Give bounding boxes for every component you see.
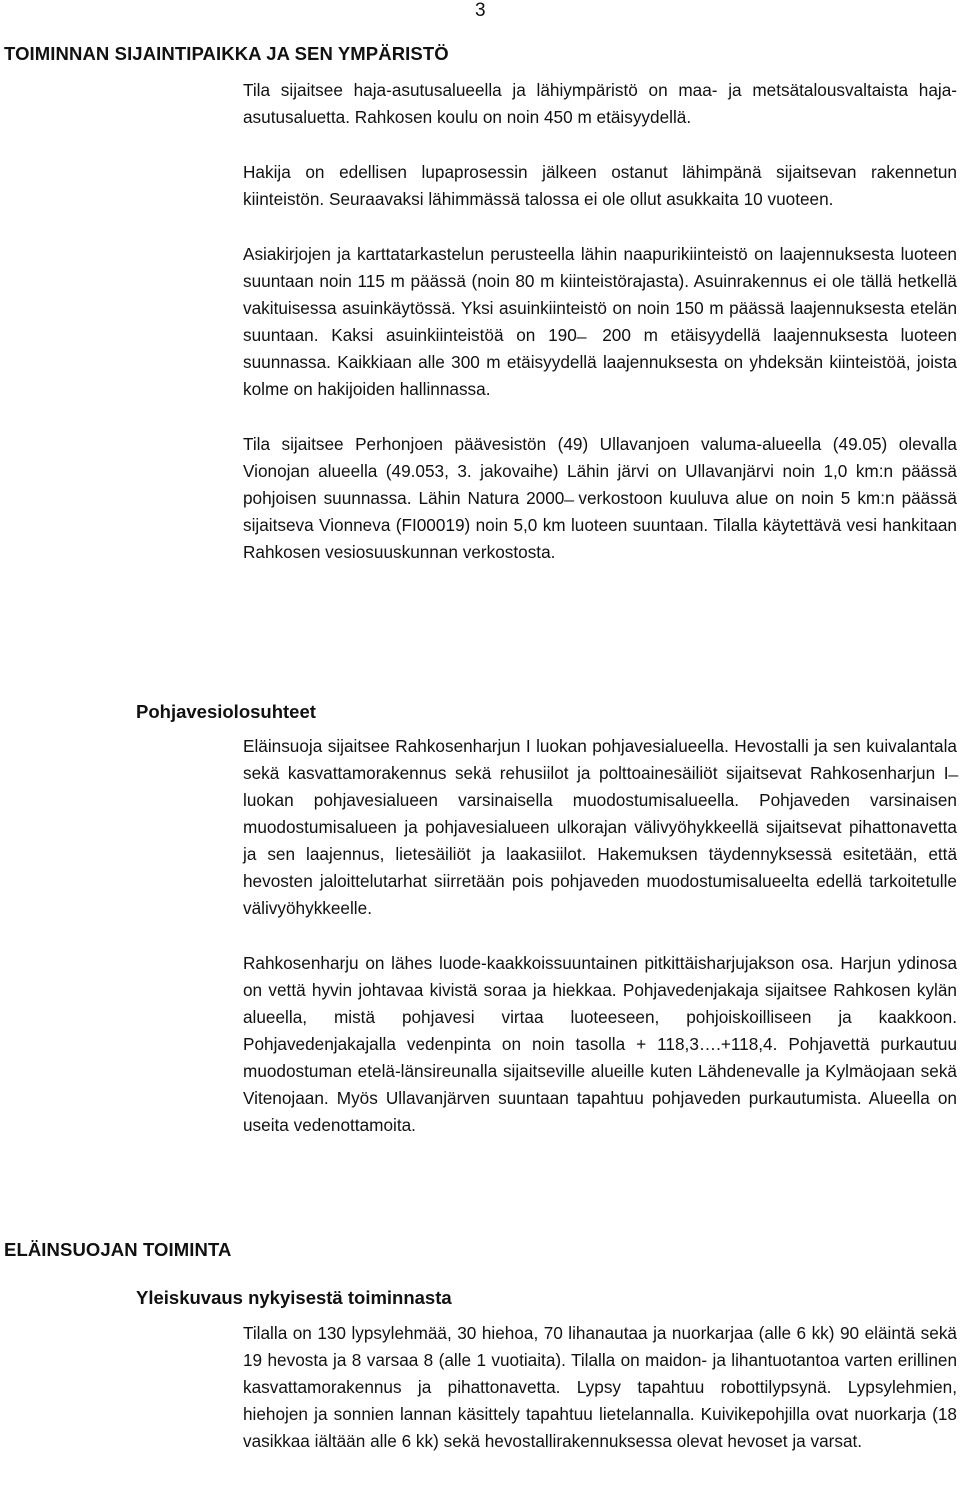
section-heading-operations: ELÄINSUOJAN TOIMINTA (4, 1239, 232, 1260)
paragraph: Rahkosenharju on lähes luode-kaakkoissuuntainen pitkittäisharjujakson osa. Harjun ydinosa on vettä hyvin johtavaa kivistä soraa ja hiekkaa. Pohjavedenjakaja sijaitsee Rahkosen kylän alueella, mistä pohjavesi virtaa luoteeseen, pohjoiskoilliseen ja kaakkoon. Pohjavedenjakajalla vedenpinta on noin tasolla + 118,3….+118,4. Pohjavettä purkautuu muodostuman etelä-länsireunalla sijaitseville alueille kuten Lähdenevalle ja Kylmäojaan sekä Vitenojaan. Myös Ullavanjärven suuntaan tapahtuu pohjaveden purkautumista. Alueella on useita vedenottamoita. (243, 953, 957, 1135)
paragraph: Asiakirjojen ja karttatarkastelun perusteella lähin naapurikiinteistö on laajennuksesta luoteen suuntaan noin 115 m päässä (noin 80 m kiinteistörajasta). Asuinrakennus ei ole tällä hetkellä vakituisessa asuinkäytössä. Yksi asuinkiinteistö on noin 150 m päässä laajennuksesta etelän suuntaan. Kaksi asuinkiinteistöä on 190 ̶ 200 m etäisyydellä laajennuksesta luoteen suunnassa. Kaikkiaan alle 300 m etäisyydellä laajennuksesta on yhdeksän kiinteistöä, joista kolme on hakijoiden hallinnassa. (243, 244, 957, 399)
section-heading-groundwater: Pohjavesiolosuhteet (136, 701, 316, 722)
paragraph: Eläinsuoja sijaitsee Rahkosenharjun I luokan pohjavesialueella. Hevostalli ja sen kuivalantala sekä kasvattamorakennus sekä rehusiilot ja polttoainesäiliöt sijaitsevat Rahkosenharjun I ̶ luokan pohjavesialueen varsinaisella muodostumisalueella. Pohjaveden varsinaisen muodostumisalueen ja pohjavesialueen ulkorajan välivyöhykkeellä sijaitsevat pihattonavetta ja sen laajennus, lietesäiliöt ja laakasiilot. Hakemuksen täydennyksessä esitetään, että hevosten jaloittelutarhat siirretään pois pohjaveden muodostumisalueelta edellä tarkoitetulle välivyöhykkeelle. (243, 736, 957, 918)
paragraph: Hakija on edellisen lupaprosessin jälkeen ostanut lähimpänä sijaitsevan rakennetun kiinteistön. Seuraavaksi lähimmässä talossa ei ole ollut asukkaita 10 vuoteen. (243, 162, 957, 209)
section-heading-location: TOIMINNAN SIJAINTIPAIKKA JA SEN YMPÄRISTÖ (4, 43, 449, 64)
paragraph: Tilalla on 130 lypsylehmää, 30 hiehoa, 70 lihanautaa ja nuorkarjaa (alle 6 kk) 90 eläintä sekä 19 hevosta ja 8 varsaa 8 (alle 1 vuotiaita). Tilalla on maidon- ja lihantuotantoa varten erillinen kasvattamorakennus ja pihattonavetta. Lypsy tapahtuu robottilypsynä. Lypsylehmien, hiehojen ja sonnien lannan käsittely tapahtuu lietelannalla. Kuivikepohjilla ovat nuorkarja (18 vasikkaa iältään alle 6 kk) sekä hevostallirakennuksessa olevat hevoset ja varsat. (243, 1323, 957, 1451)
section-body-location (243, 77, 957, 566)
section-heading-current-overview: Yleiskuvaus nykyisestä toiminnasta (136, 1287, 452, 1308)
section-body-current-overview (243, 1320, 957, 1455)
section-body-groundwater (243, 733, 957, 1139)
paragraph: Tila sijaitsee Perhonjoen päävesistön (49) Ullavanjoen valuma-alueella (49.05) olevalla Vionojan alueella (49.053, 3. jakovaihe) Lähin järvi on Ullavanjärvi noin 1,0 km:n päässä pohjoisen suunnassa. Lähin Natura 2000 ̶ verkostoon kuuluva alue on noin 5 km:n päässä sijaitseva Vionneva (FI00019) noin 5,0 km luoteen suuntaan. Tilalla käytettävä vesi hankitaan Rahkosen vesiosuuskunnan verkostosta. (243, 434, 957, 562)
paragraph: Tila sijaitsee haja-asutusalueella ja lähiympäristö on maa- ja metsätalousvaltaista haja-asutusaluetta. Rahkosen koulu on noin 450 m etäisyydellä. (243, 80, 957, 127)
page-number: 3 (475, 0, 486, 21)
